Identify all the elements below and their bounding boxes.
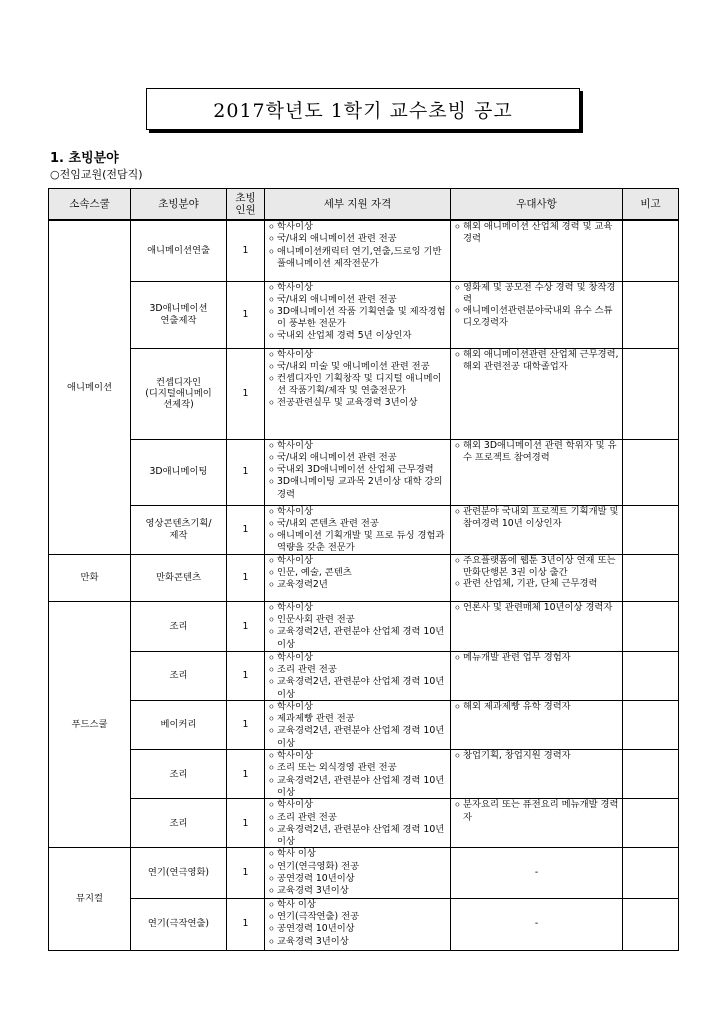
qualification-list [268,799,447,847]
list-item: ㅇ 조리 또는 외식경영 관련 전공 [268,762,447,774]
qualification-list [268,848,447,897]
remarks-cell [623,505,679,554]
qualification-list [268,221,447,269]
list-item: ㅇ 해외 애니메이션 산업체 경력 및 교육경력 [454,221,619,245]
qualification-cell [265,220,451,281]
list-item: ㅇ 국/내외 콘텐츠 관련 전공 [268,518,447,530]
list-item: ㅇ 학사이상 [268,349,447,361]
field-cell: 3D애니메이션 연출제작 [131,281,227,348]
school-cell: 만화 [49,554,131,601]
list-item: ㅇ 애니메이션캐릭터 연기,연출,드로잉 기반 풀애니메이션 제작전문가 [268,246,447,270]
preference-cell [451,554,623,601]
field-cell: 조리 [131,601,227,651]
table-row [49,554,679,601]
preference-cell [451,348,623,439]
school-cell: 푸드스쿨 [49,601,131,848]
preference-cell [451,601,623,651]
list-item: ㅇ 교육경력2년, 관련분야 산업체 경력 10년이상 [268,725,447,749]
list-item: ㅇ 3D애니메이션 작품 기획연출 및 제작경험이 풍부한 전문가 [268,306,447,330]
list-item: ㅇ 학사이상 [268,652,447,664]
list-item: ㅇ 주요플랫폼에 웹툰 3년이상 연재 또는 만화단행본 3권 이상 출간 [454,555,619,579]
preference-list [454,602,619,614]
count-cell: 1 [227,601,265,651]
preference-cell [451,505,623,554]
table-row [49,439,679,505]
list-item: ㅇ 국내외 3D애니메이션 산업체 근무경력 [268,464,447,476]
count-cell: 1 [227,348,265,439]
table-row [49,750,679,799]
table-row [49,799,679,848]
field-cell: 컨셉디자인 (디지털애니메이 션제작) [131,348,227,439]
count-cell: 1 [227,898,265,950]
preference-list [454,506,619,530]
preference-cell: - [451,848,623,898]
table-row [49,848,679,898]
qualification-list [268,506,447,554]
remarks-cell [623,898,679,950]
list-item: ㅇ 교육경력2년, 관련분야 산업체 경력 10년이상 [268,824,447,848]
remarks-cell [623,700,679,749]
list-item: ㅇ 교육경력2년, 관련분야 산업체 경력 10년이상 [268,626,447,650]
qualification-cell [265,439,451,505]
qualification-list [268,899,447,948]
field-cell: 조리 [131,799,227,848]
count-cell: 1 [227,554,265,601]
count-cell: 1 [227,700,265,749]
qualification-list [268,602,447,650]
list-item: ㅇ 조리 관련 전공 [268,664,447,676]
list-item: ㅇ 연기(연극영화) 전공 [268,861,447,873]
list-item: ㅇ 교육경력2년, 관련분야 산업체 경력 10년이상 [268,775,447,799]
remarks-cell [623,348,679,439]
list-item: ㅇ 공연경력 10년이상 [268,923,447,935]
field-cell: 조리 [131,750,227,799]
qualification-list [268,701,447,749]
list-item: ㅇ 학사이상 [268,221,447,233]
list-item: ㅇ 국/내외 애니메이션 관련 전공 [268,294,447,306]
field-cell: 3D애니메이팅 [131,439,227,505]
subsection-heading: ○전임교원(전담직) [50,168,143,181]
list-item: ㅇ 인문사회 관련 전공 [268,614,447,626]
list-item: ㅇ 학사이상 [268,799,447,811]
qualification-cell [265,799,451,848]
remarks-cell [623,439,679,505]
page-title [146,88,580,130]
preference-cell [451,281,623,348]
list-item: ㅇ 학사이상 [268,602,447,614]
qualification-list [268,282,447,342]
list-item: ㅇ 메뉴개발 관련 업무 경험자 [454,652,619,664]
preference-list [454,440,619,464]
header-remarks: 비고 [623,189,679,221]
list-item: ㅇ 국내외 산업체 경력 5년 이상인자 [268,330,447,342]
list-item: ㅇ 애니메이션관련분야국내외 유수 스튜디오경력자 [454,305,619,329]
school-cell: 뮤지컬 [49,848,131,950]
preference-cell [451,220,623,281]
count-cell: 1 [227,651,265,700]
list-item: ㅇ 컨셉디자인 기획창작 및 디지털 애니메이션 작품기획/제작 및 연출전문가 [268,373,447,397]
field-cell: 베이커리 [131,700,227,749]
list-item: ㅇ 국/내외 미술 및 애니메이션 관련 전공 [268,361,447,373]
list-item: ㅇ 애니메이션 기획개발 및 프로 듀싱 경험과 역량을 갖춘 전문가 [268,530,447,554]
list-item: ㅇ 인문, 예술, 콘텐츠 [268,567,447,579]
preference-list [454,349,619,373]
preference-list [454,701,619,713]
qualification-list [268,349,447,409]
qualification-cell [265,898,451,950]
list-item: ㅇ 공연경력 10년이상 [268,873,447,885]
list-item: ㅇ 창업기획, 창업지원 경력자 [454,750,619,762]
remarks-cell [623,220,679,281]
table-row [49,220,679,281]
remarks-cell [623,848,679,898]
list-item: ㅇ 학사 이상 [268,899,447,911]
table-row [49,651,679,700]
preference-list [454,221,619,245]
preference-list [454,282,619,329]
field-cell: 만화콘텐츠 [131,554,227,601]
table-row [49,281,679,348]
preference-list [454,799,619,823]
qualification-cell [265,281,451,348]
list-item: ㅇ 학사이상 [268,750,447,762]
remarks-cell [623,281,679,348]
list-item: ㅇ 분자요리 또는 퓨전요리 메뉴개발 경력자 [454,799,619,823]
header-preferences: 우대사항 [451,189,623,221]
table-row [49,348,679,439]
list-item: ㅇ 교육경력 3년이상 [268,885,447,897]
field-cell: 연기(극작연출) [131,898,227,950]
table-row [49,505,679,554]
preference-list [454,750,619,762]
list-item: ㅇ 국/내외 애니메이션 관련 전공 [268,233,447,245]
list-item: ㅇ 해외 제과제빵 유학 경력자 [454,701,619,713]
preference-cell [451,651,623,700]
qualification-cell [265,700,451,749]
qualification-list [268,440,447,500]
header-school: 소속스쿨 [49,189,131,221]
list-item: ㅇ 해외 애니메이션관련 산업체 근무경력, 해외 관련전공 대학졸업자 [454,349,619,373]
list-item: ㅇ 3D애니메이팅 교과목 2년이상 대학 강의경력 [268,476,447,500]
field-cell: 애니메이션연출 [131,220,227,281]
list-item: ㅇ 학사이상 [268,440,447,452]
list-item: ㅇ 학사이상 [268,701,447,713]
list-item: ㅇ 교육경력 3년이상 [268,936,447,948]
list-item: ㅇ 관련 산업체, 기관, 단체 근무경력 [454,578,619,590]
count-cell: 1 [227,799,265,848]
list-item: ㅇ 영화제 및 공모전 수상 경력 및 창작경력 [454,282,619,306]
remarks-cell [623,799,679,848]
qualification-list [268,750,447,798]
qualification-list [268,652,447,700]
list-item: ㅇ 학사이상 [268,555,447,567]
preference-cell [451,750,623,799]
count-cell: 1 [227,220,265,281]
table-header-row [49,189,679,221]
qualification-cell [265,348,451,439]
list-item: ㅇ 관련분야 국내외 프로젝트 기획개발 및 참여경력 10년 이상인자 [454,506,619,530]
qualification-cell [265,750,451,799]
list-item: ㅇ 교육경력2년, 관련분야 산업체 경력 10년이상 [268,676,447,700]
count-cell: 1 [227,848,265,898]
remarks-cell [623,554,679,601]
count-cell: 1 [227,750,265,799]
list-item: ㅇ 해외 3D애니메이션 관련 학위자 및 유수 프로젝트 참여경력 [454,440,619,464]
qualification-cell [265,554,451,601]
table-row [49,898,679,950]
page-title-text: 2017학년도 1학기 교수초빙 공고 [213,99,513,122]
header-qualifications: 세부 지원 자격 [265,189,451,221]
list-item: ㅇ 조리 관련 전공 [268,812,447,824]
count-cell: 1 [227,505,265,554]
remarks-cell [623,601,679,651]
qualification-list [268,555,447,592]
list-item: ㅇ 전공관련실무 및 교육경력 3년이상 [268,397,447,409]
preference-cell [451,439,623,505]
preference-cell: - [451,898,623,950]
table-row [49,700,679,749]
recruitment-table [48,188,679,951]
list-item: ㅇ 연기(극작연출) 전공 [268,911,447,923]
preference-list [454,555,619,591]
qualification-cell [265,848,451,898]
header-count: 초빙 인원 [227,189,265,221]
list-item: ㅇ 언론사 및 관련매체 10년이상 경력자 [454,602,619,614]
table-row [49,601,679,651]
list-item: ㅇ 학사 이상 [268,848,447,860]
field-cell: 조리 [131,651,227,700]
count-cell: 1 [227,439,265,505]
field-cell: 영상콘텐츠기획/ 제작 [131,505,227,554]
list-item: ㅇ 학사이상 [268,282,447,294]
qualification-cell [265,505,451,554]
count-cell: 1 [227,281,265,348]
qualification-cell [265,601,451,651]
section-heading: 1. 초빙분야 [50,151,119,166]
qualification-cell [265,651,451,700]
remarks-cell [623,750,679,799]
preference-cell [451,799,623,848]
list-item: ㅇ 교육경력2년 [268,579,447,591]
preference-cell [451,700,623,749]
list-item: ㅇ 국/내외 애니메이션 관련 전공 [268,452,447,464]
remarks-cell [623,651,679,700]
list-item: ㅇ 학사이상 [268,506,447,518]
preference-list [454,652,619,664]
school-cell: 애니메이션 [49,220,131,554]
field-cell: 연기(연극영화) [131,848,227,898]
header-field: 초빙분야 [131,189,227,221]
list-item: ㅇ 제과제빵 관련 전공 [268,713,447,725]
